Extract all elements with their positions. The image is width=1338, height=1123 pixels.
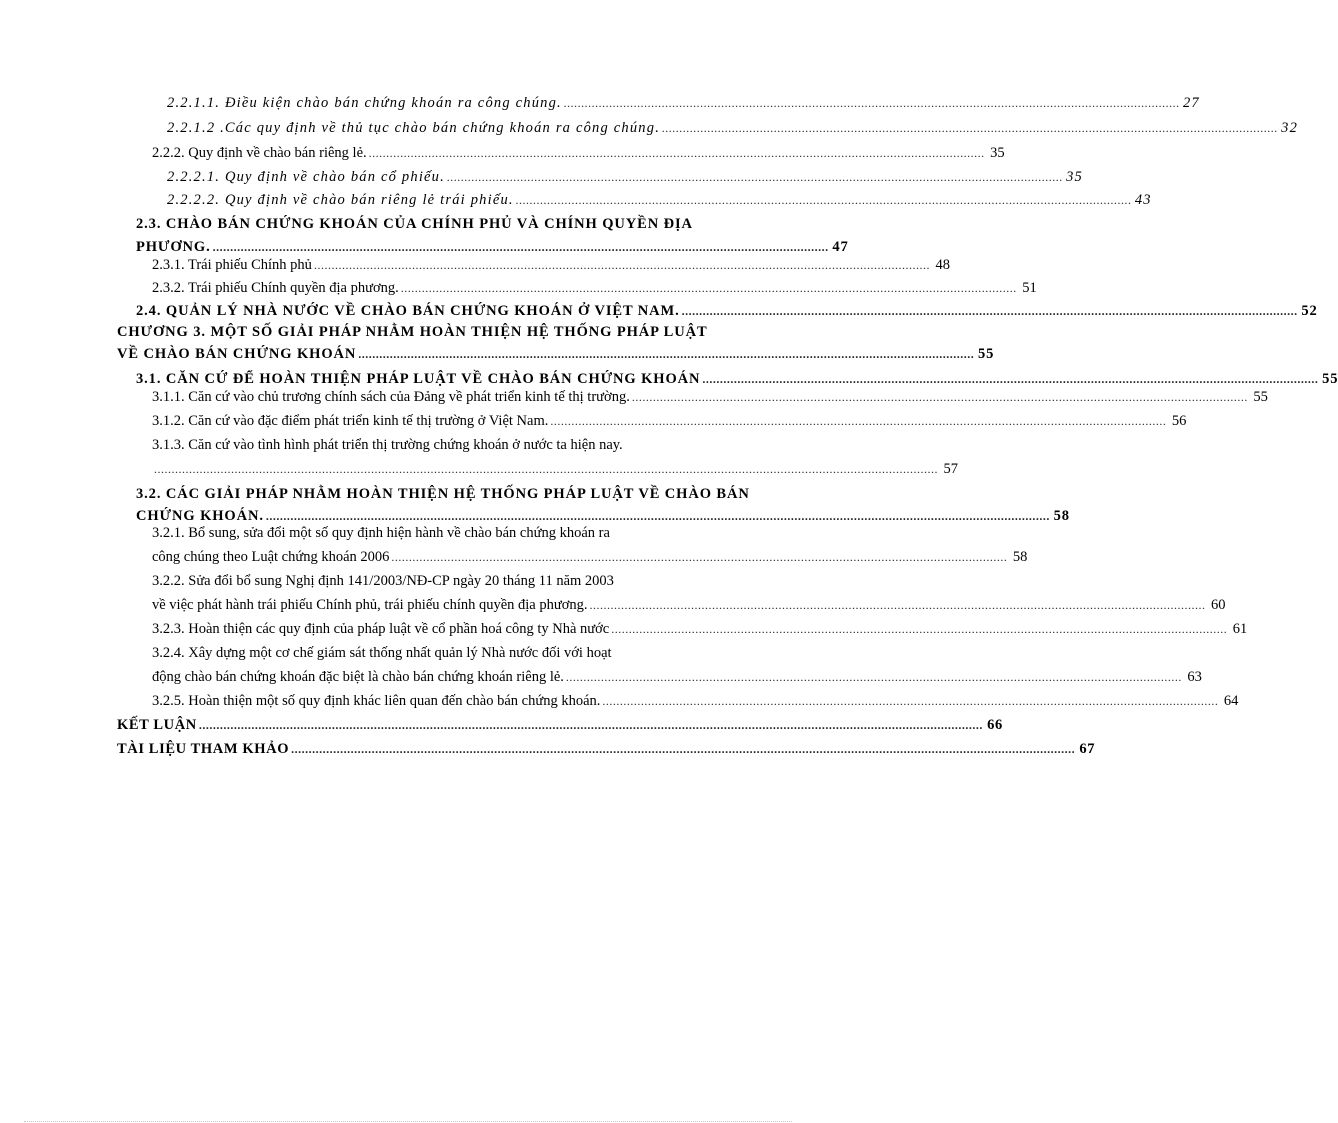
toc-entry-3-2-4-line2[interactable] bbox=[152, 666, 1202, 688]
toc-entry-number: 3.2.1. bbox=[152, 525, 185, 541]
toc-entry-number: 3.2.4. bbox=[152, 645, 185, 661]
toc-entry-title: KẾT LUẬN bbox=[117, 717, 197, 733]
toc-entry-page: 35 bbox=[1066, 169, 1083, 185]
toc-entry-title: Căn cứ vào tình hình phát triển thị trường chứng khoán ở nước ta hiện nay. bbox=[188, 437, 623, 453]
toc-entry-title-cont: CHỨNG KHOÁN. bbox=[136, 508, 264, 524]
toc-entry-page: 60 bbox=[1211, 597, 1226, 613]
toc-entry-title-cont: về việc phát hành trái phiếu Chính phủ, trái phiếu chính quyền địa phương. bbox=[152, 597, 588, 613]
toc-entry-number: 3.1. bbox=[136, 371, 162, 387]
toc-entry-page: 48 bbox=[935, 257, 950, 273]
toc-entry-number: 2.2.1.2 bbox=[167, 120, 216, 136]
toc-entry-number: 2.2.2. bbox=[152, 145, 185, 161]
toc-entry-number: 2.3. bbox=[136, 216, 162, 232]
leader-dots: ................................................................................................................................................................................ bbox=[631, 390, 1248, 404]
toc-entry-page: 64 bbox=[1223, 693, 1239, 709]
toc-entry-title-cont: động chào bán chứng khoán đặc biệt là chào bán chứng khoán riêng lẻ. bbox=[152, 669, 564, 685]
toc-entry-number: CHƯƠNG 3. bbox=[117, 324, 206, 340]
leader-dots: ................................................................................................................................................................................ bbox=[313, 258, 930, 272]
toc-entry-page: 35 bbox=[990, 145, 1005, 161]
toc-entry-number: 3.1.2. bbox=[152, 413, 185, 429]
toc-entry-page: 66 bbox=[987, 717, 1003, 733]
toc-entry-page: 51 bbox=[1022, 280, 1037, 296]
toc-entry-3-2-1-line1[interactable] bbox=[152, 522, 738, 544]
toc-entry-2-2-2-2[interactable] bbox=[167, 189, 1152, 211]
toc-entry-title: Căn cứ vào chủ trương chính sách của Đảng về phát triển kinh tế thị trường. bbox=[188, 389, 630, 405]
toc-entry-page: 56 bbox=[1171, 413, 1187, 429]
toc-entry-title: Quy định về chào bán riêng lẻ. bbox=[188, 145, 367, 161]
toc-entry-2-4[interactable] bbox=[136, 300, 1318, 322]
toc-entry-2-3-line1[interactable] bbox=[136, 213, 738, 235]
toc-entry-number: 2.2.2.2. bbox=[167, 192, 221, 208]
toc-entry-title: Hoàn thiện các quy định của pháp luật về cổ phần hoá công ty Nhà nước bbox=[188, 621, 610, 637]
toc-entry-number: 2.4. bbox=[136, 303, 162, 319]
toc-entry-page: 27 bbox=[1182, 95, 1200, 111]
toc-entry-title: CĂN CỨ ĐỂ HOÀN THIỆN PHÁP LUẬT VỀ CHÀO BÁN CHỨNG KHOÁN bbox=[165, 371, 701, 387]
toc-entry-page: 58 bbox=[1012, 549, 1028, 565]
toc-entry-page: 32 bbox=[1281, 120, 1299, 136]
toc-entry-title: .Các quy định về thủ tục chào bán chứng khoán ra công chúng. bbox=[220, 120, 661, 136]
toc-entry-title: Sửa đổi bổ sung Nghị định 141/2003/NĐ-CP ngày 20 tháng 11 năm 2003 bbox=[188, 573, 614, 589]
toc-entry-number: 2.2.1.1. bbox=[167, 95, 221, 111]
toc-entry-number: 2.3.1. bbox=[152, 257, 185, 273]
toc-entry-3-2-2-line1[interactable] bbox=[152, 570, 738, 592]
toc-entry-number: 3.2.3. bbox=[152, 621, 185, 637]
toc-entry-number: 3.2.5. bbox=[152, 693, 185, 709]
toc-entry-title: MỘT SỐ GIẢI PHÁP NHẰM HOÀN THIỆN HỆ THỐNG PHÁP LUẬT bbox=[210, 324, 708, 340]
leader-dots: ................................................................................................................................................................................ bbox=[589, 598, 1206, 612]
toc-entry-title-cont: VỀ CHÀO BÁN CHỨNG KHOÁN bbox=[117, 346, 357, 362]
toc-entry-title: Quy định về chào bán cổ phiếu. bbox=[224, 169, 445, 185]
toc-entry-3-1-1[interactable] bbox=[152, 386, 1268, 408]
toc-entry-2-2-2-1[interactable] bbox=[167, 166, 1083, 188]
leader-dots: ................................................................................................................................................................................ bbox=[565, 670, 1182, 684]
toc-entry-page: 61 bbox=[1232, 621, 1248, 637]
leader-dots: ................................................................................................................................................................................ bbox=[400, 281, 1017, 295]
toc-entry-number: 3.2.2. bbox=[152, 573, 185, 589]
toc-entry-title: Trái phiếu Chính phủ bbox=[188, 257, 312, 273]
page-bottom-edge bbox=[24, 1121, 792, 1122]
toc-entry-number: 2.2.2.1. bbox=[167, 169, 221, 185]
toc-entry-references[interactable] bbox=[117, 738, 1096, 760]
leader-dots: ................................................................................................................................................................................................................................ bbox=[198, 718, 983, 732]
toc-entry-chapter-3-line1[interactable] bbox=[117, 321, 738, 343]
leader-dots: ................................................................................................................................................................................ bbox=[515, 193, 1132, 207]
toc-entry-3-2-2-line2[interactable] bbox=[152, 594, 1226, 616]
leader-dots: ................................................................................................................................................................................ bbox=[563, 96, 1180, 110]
toc-entry-2-2-1-1[interactable] bbox=[167, 92, 1200, 114]
toc-entry-2-2-2[interactable] bbox=[152, 142, 1005, 164]
leader-dots: ................................................................................................................................................................................ bbox=[212, 240, 829, 254]
leader-dots: ................................................................................................................................................................................ bbox=[446, 170, 1063, 184]
toc-entry-page: 55 bbox=[977, 346, 995, 362]
toc-entry-title: Bổ sung, sửa đổi một số quy định hiện hành về chào bán chứng khoán ra bbox=[188, 525, 610, 541]
toc-entry-page: 63 bbox=[1187, 669, 1202, 685]
toc-entry-number: 2.3.2. bbox=[152, 280, 185, 296]
leader-dots: ................................................................................................................................................................................................................................ bbox=[291, 742, 1076, 756]
toc-entry-chapter-3-line2[interactable] bbox=[117, 343, 995, 365]
toc-entry-2-3-1[interactable] bbox=[152, 254, 950, 276]
toc-entry-3-2-5[interactable] bbox=[152, 690, 1239, 712]
toc-entry-3-2-3[interactable] bbox=[152, 618, 1248, 640]
toc-entry-2-3-2[interactable] bbox=[152, 277, 1037, 299]
leader-dots: ................................................................................................................................................................................ bbox=[662, 121, 1279, 135]
leader-dots: ................................................................................................................................................................................ bbox=[358, 347, 975, 361]
toc-entry-page: 67 bbox=[1079, 741, 1096, 757]
toc-entry-number: 3.1.1. bbox=[152, 389, 185, 405]
toc-entry-title: Căn cứ vào đặc điểm phát triển kinh tế thị trường ở Việt Nam. bbox=[188, 413, 549, 429]
toc-entry-title: CÁC GIẢI PHÁP NHẰM HOÀN THIỆN HỆ THỐNG PHÁP LUẬT VỀ CHÀO BÁN bbox=[165, 486, 750, 502]
toc-entry-page: 52 bbox=[1301, 303, 1318, 319]
toc-entry-conclusion[interactable] bbox=[117, 714, 1003, 736]
toc-entry-title-cont: công chúng theo Luật chứng khoán 2006 bbox=[152, 549, 390, 565]
toc-entry-page: 57 bbox=[943, 461, 958, 477]
leader-dots: ................................................................................................................................................................................ bbox=[391, 550, 1008, 564]
toc-entry-title: QUẢN LÝ NHÀ NƯỚC VỀ CHÀO BÁN CHỨNG KHOÁN Ở VIỆT NAM. bbox=[165, 303, 680, 319]
leader-dots: ................................................................................................................................................................................ bbox=[702, 372, 1319, 386]
toc-entry-title: Trái phiếu Chính quyền địa phương. bbox=[188, 280, 399, 296]
toc-entry-page: 58 bbox=[1053, 508, 1070, 524]
toc-entry-2-2-1-2[interactable] bbox=[167, 117, 1299, 139]
toc-entry-3-1-2[interactable] bbox=[152, 410, 1187, 432]
toc-entry-page: 55 bbox=[1253, 389, 1268, 405]
toc-entry-title: TÀI LIỆU THAM KHẢO bbox=[117, 741, 290, 757]
toc-entry-title: Điều kiện chào bán chứng khoán ra công chúng. bbox=[224, 95, 562, 111]
toc-entry-number: 3.1.3. bbox=[152, 437, 185, 453]
toc-entry-page: 55 bbox=[1322, 371, 1338, 387]
toc-entry-3-1-3-line1[interactable] bbox=[152, 434, 738, 456]
leader-dots: ................................................................................................................................................................................ bbox=[611, 622, 1228, 636]
toc-entry-title-cont: PHƯƠNG. bbox=[136, 239, 211, 255]
leader-dots: ................................................................................................................................................................................ bbox=[550, 414, 1167, 428]
toc-entry-title: CHÀO BÁN CHỨNG KHOÁN CỦA CHÍNH PHỦ VÀ CHÍNH QUYỀN ĐỊA bbox=[165, 216, 693, 232]
toc-entry-title: Xây dựng một cơ chế giám sát thống nhất quản lý Nhà nước đối với hoạt bbox=[188, 645, 612, 661]
leader-dots: ................................................................................................................................................................................................................................ bbox=[154, 462, 938, 476]
leader-dots: ................................................................................................................................................................................................................................ bbox=[265, 509, 1050, 523]
toc-entry-page: 47 bbox=[832, 239, 849, 255]
toc-entry-title: Hoàn thiện một số quy định khác liên quan đến chào bán chứng khoán. bbox=[188, 693, 601, 709]
toc-entry-title: Quy định về chào bán riêng lẻ trái phiếu. bbox=[224, 192, 514, 208]
toc-entry-page: 43 bbox=[1134, 192, 1152, 208]
toc-entry-3-1-3-line2[interactable] bbox=[152, 458, 958, 480]
leader-dots: ................................................................................................................................................................................ bbox=[602, 694, 1219, 708]
toc-entry-3-2-4-line1[interactable] bbox=[152, 642, 738, 664]
toc-entry-3-2-1-line2[interactable] bbox=[152, 546, 1028, 568]
leader-dots: ................................................................................................................................................................................ bbox=[681, 304, 1298, 318]
leader-dots: ................................................................................................................................................................................ bbox=[368, 146, 985, 160]
toc-entry-number: 3.2. bbox=[136, 486, 162, 502]
toc-entry-3-2-line1[interactable] bbox=[136, 483, 750, 505]
